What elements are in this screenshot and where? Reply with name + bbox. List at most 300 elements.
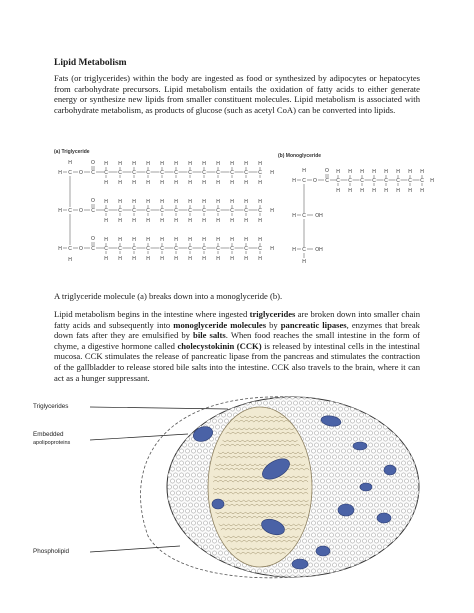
phospholipid-head <box>419 545 423 549</box>
atom-symbol: C <box>420 178 424 184</box>
phospholipid-head <box>314 443 318 447</box>
atom-symbol: C <box>202 246 206 252</box>
phospholipid-head <box>371 449 375 453</box>
phospholipid-head <box>401 533 405 537</box>
phospholipid-head <box>353 437 357 441</box>
phospholipid-head <box>170 419 174 423</box>
atom-symbol: O <box>79 246 83 252</box>
phospholipid-head <box>317 461 321 465</box>
phospholipid-head <box>386 575 390 579</box>
phospholipid-head <box>188 491 192 495</box>
phospholipid-head <box>194 443 198 447</box>
phospholipid-head <box>386 551 390 555</box>
phospholipid-head <box>401 509 405 513</box>
atom-symbol: C <box>174 246 178 252</box>
phospholipid-head <box>278 407 282 411</box>
phospholipid-head <box>356 467 360 471</box>
phospholipid-head <box>188 551 192 555</box>
phospholipid-head <box>422 539 426 543</box>
atom-symbol: C <box>104 170 108 176</box>
phospholipid-head <box>317 401 321 405</box>
phospholipid-head <box>185 509 189 513</box>
phospholipid-head <box>353 569 357 573</box>
phospholipid-head <box>347 425 351 429</box>
label-phospholipid: Phospholipid <box>33 548 70 555</box>
phospholipid-head <box>389 521 393 525</box>
term-cck: cholecystokinin (CCK) <box>177 340 262 351</box>
atom-symbol: O <box>79 170 83 176</box>
phospholipid-head <box>212 431 216 435</box>
phospholipid-head <box>329 557 333 561</box>
phospholipid-head <box>404 539 408 543</box>
phospholipid-head <box>317 413 321 417</box>
atom-symbol: C <box>174 170 178 176</box>
atom-symbol: OH <box>315 213 323 219</box>
phospholipid-head <box>176 407 180 411</box>
atom-symbol: C <box>244 170 248 176</box>
phospholipid-head <box>371 533 375 537</box>
phospholipid-head <box>305 569 309 573</box>
phospholipid-head <box>326 491 330 495</box>
phospholipid-head <box>191 497 195 501</box>
phospholipid-head <box>182 527 186 531</box>
phospholipid-head <box>269 569 273 573</box>
phospholipid-head <box>374 443 378 447</box>
phospholipid-head <box>341 425 345 429</box>
phospholipid-head <box>188 503 192 507</box>
phospholipid-head <box>404 407 408 411</box>
phospholipid-head <box>167 413 171 417</box>
phospholipid-head <box>392 563 396 567</box>
phospholipid-head <box>335 449 339 453</box>
atom-symbol: H <box>202 256 206 262</box>
atom-symbol: H <box>146 161 150 167</box>
phospholipid-head <box>188 395 192 399</box>
phospholipid-head <box>200 503 204 507</box>
phospholipid-head <box>176 563 180 567</box>
phospholipid-head <box>407 473 411 477</box>
phospholipid-head <box>350 575 354 579</box>
phospholipid-head <box>380 431 384 435</box>
atom-symbol: H <box>132 256 136 262</box>
phospholipid-head <box>302 539 306 543</box>
phospholipid-head <box>380 527 384 531</box>
phospholipid-head <box>206 515 210 519</box>
atom-symbol: H <box>174 237 178 243</box>
phospholipid-head <box>326 563 330 567</box>
phospholipid-head <box>392 575 396 579</box>
text-run: . When food reaches the small intestine in the form of chyme, a digestive hormone called <box>54 330 420 351</box>
phospholipid-head <box>344 431 348 435</box>
phospholipid-head <box>353 413 357 417</box>
phospholipid-head <box>308 563 312 567</box>
phospholipid-head <box>389 413 393 417</box>
phospholipid-head <box>320 491 324 495</box>
phospholipid-head <box>320 575 324 579</box>
phospholipid-head <box>377 449 381 453</box>
atom-symbol: H <box>302 259 306 265</box>
phospholipid-head <box>191 545 195 549</box>
phospholipid-head <box>383 449 387 453</box>
phospholipid-head <box>311 473 315 477</box>
atom-symbol: C <box>202 208 206 214</box>
atom-symbol: C <box>230 170 234 176</box>
atom-symbol: H <box>188 161 192 167</box>
phospholipid-head <box>356 479 360 483</box>
phospholipid-head <box>326 443 330 447</box>
phospholipid-head <box>413 569 417 573</box>
phospholipid-head <box>413 437 417 441</box>
phospholipid-head <box>314 455 318 459</box>
phospholipid-head <box>206 563 210 567</box>
phospholipid-head <box>401 545 405 549</box>
phospholipid-head <box>362 467 366 471</box>
phospholipid-head <box>176 551 180 555</box>
phospholipid-head <box>170 503 174 507</box>
atom-symbol: C <box>230 246 234 252</box>
phospholipid-head <box>380 395 384 399</box>
phospholipid-head <box>401 461 405 465</box>
phospholipid-head <box>182 467 186 471</box>
phospholipid-head <box>311 437 315 441</box>
phospholipid-head <box>347 569 351 573</box>
phospholipid-head <box>296 551 300 555</box>
atom-symbol: H <box>160 161 164 167</box>
phospholipid-head <box>173 401 177 405</box>
phospholipid-head <box>179 425 183 429</box>
phospholipid-head <box>272 575 276 579</box>
atom-symbol: C <box>244 246 248 252</box>
phospholipid-head <box>332 395 336 399</box>
phospholipid-head <box>347 545 351 549</box>
phospholipid-head <box>386 491 390 495</box>
phospholipid-head <box>317 437 321 441</box>
phospholipid-head <box>179 437 183 441</box>
apolipoprotein-blob <box>212 499 224 509</box>
phospholipid-head <box>419 449 423 453</box>
phospholipid-head <box>371 461 375 465</box>
phospholipid-head <box>404 455 408 459</box>
phospholipid-head <box>344 443 348 447</box>
atom-symbol: H <box>336 188 340 194</box>
phospholipid-head <box>356 527 360 531</box>
phospholipid-head <box>407 461 411 465</box>
phospholipid-head <box>305 401 309 405</box>
atom-symbol: H <box>360 169 364 175</box>
phospholipid-head <box>350 551 354 555</box>
phospholipid-head <box>395 521 399 525</box>
phospholipid-head <box>389 485 393 489</box>
phospholipid-head <box>338 455 342 459</box>
phospholipid-head <box>362 395 366 399</box>
phospholipid-head <box>326 407 330 411</box>
phospholipid-head <box>284 407 288 411</box>
atom-symbol: H <box>118 218 122 224</box>
phospholipid-head <box>170 431 174 435</box>
phospholipid-head <box>362 575 366 579</box>
phospholipid-head <box>386 431 390 435</box>
phospholipid-head <box>404 419 408 423</box>
phospholipid-head <box>383 533 387 537</box>
phospholipid-head <box>200 479 204 483</box>
phospholipid-head <box>413 533 417 537</box>
phospholipid-head <box>194 539 198 543</box>
phospholipid-head <box>344 467 348 471</box>
phospholipid-head <box>368 551 372 555</box>
phospholipid-head <box>320 479 324 483</box>
phospholipid-head <box>302 551 306 555</box>
phospholipid-head <box>419 401 423 405</box>
phospholipid-head <box>371 401 375 405</box>
phospholipid-head <box>227 557 231 561</box>
phospholipid-head <box>218 563 222 567</box>
phospholipid-head <box>326 431 330 435</box>
atom-symbol: H <box>104 161 108 167</box>
phospholipid-head <box>416 443 420 447</box>
atom-symbol: H <box>244 199 248 205</box>
phospholipid-head <box>221 413 225 417</box>
label-apolipoproteins: apolipoproteins <box>33 440 71 446</box>
leader-line-phospholipid <box>90 546 180 552</box>
phospholipid-head <box>410 431 414 435</box>
phospholipid-head <box>179 533 183 537</box>
phospholipid-head <box>194 551 198 555</box>
phospholipid-head <box>182 419 186 423</box>
phospholipid-head <box>368 491 372 495</box>
atom-symbol: H <box>188 199 192 205</box>
atom-symbol: H <box>230 218 234 224</box>
atom-symbol: C <box>160 246 164 252</box>
phospholipid-head <box>344 539 348 543</box>
phospholipid-head <box>170 443 174 447</box>
phospholipid-head <box>422 551 426 555</box>
phospholipid-head <box>377 545 381 549</box>
phospholipid-head <box>401 473 405 477</box>
phospholipid-head <box>182 539 186 543</box>
phospholipid-head <box>182 551 186 555</box>
atom-symbol: H <box>118 161 122 167</box>
phospholipid-head <box>341 485 345 489</box>
phospholipid-head <box>374 539 378 543</box>
atom-symbol: H <box>348 169 352 175</box>
phospholipid-head <box>200 443 204 447</box>
phospholipid-head <box>185 449 189 453</box>
phospholipid-head <box>176 575 180 579</box>
atom-symbol: H <box>302 168 306 174</box>
phospholipid-head <box>320 443 324 447</box>
phospholipid-head <box>407 533 411 537</box>
phospholipid-head <box>338 527 342 531</box>
phospholipid-head <box>188 407 192 411</box>
phospholipid-head <box>398 467 402 471</box>
phospholipid-head <box>344 575 348 579</box>
phospholipid-head <box>254 575 258 579</box>
phospholipid-head <box>416 539 420 543</box>
phospholipid-head <box>170 395 174 399</box>
phospholipid-head <box>386 539 390 543</box>
phospholipid-head <box>374 575 378 579</box>
phospholipid-head <box>380 575 384 579</box>
atom-symbol: H <box>202 180 206 186</box>
phospholipid-head <box>197 485 201 489</box>
phospholipid-head <box>422 491 426 495</box>
phospholipid-head <box>314 563 318 567</box>
figure-caption: A triglyceride molecule (a) breaks down into a monoglyceride (b). <box>54 291 283 301</box>
phospholipid-head <box>350 515 354 519</box>
phospholipid-head <box>371 497 375 501</box>
phospholipid-head <box>368 563 372 567</box>
phospholipid-head <box>365 509 369 513</box>
phospholipid-head <box>299 401 303 405</box>
phospholipid-head <box>380 563 384 567</box>
phospholipid-head <box>332 563 336 567</box>
atom-symbol: H <box>408 169 412 175</box>
phospholipid-head <box>170 527 174 531</box>
atom-symbol: C <box>348 178 352 184</box>
phospholipid-head <box>293 413 297 417</box>
phospholipid-head <box>197 461 201 465</box>
phospholipid-head <box>338 491 342 495</box>
phospholipid-head <box>392 419 396 423</box>
phospholipid-head <box>176 455 180 459</box>
atom-symbol: H <box>216 256 220 262</box>
phospholipid-head <box>182 515 186 519</box>
phospholipid-head <box>392 443 396 447</box>
phospholipid-head <box>407 425 411 429</box>
phospholipid-head <box>350 539 354 543</box>
phospholipid-head <box>335 497 339 501</box>
atom-symbol: H <box>68 160 72 166</box>
phospholipid-head <box>194 479 198 483</box>
label-embedded: Embedded <box>33 431 64 438</box>
apolipoprotein-blob <box>360 483 372 491</box>
atom-symbol: H <box>160 237 164 243</box>
phospholipid-head <box>227 413 231 417</box>
atom-symbol: C <box>146 170 150 176</box>
phospholipid-head <box>299 413 303 417</box>
phospholipid-head <box>368 395 372 399</box>
phospholipid-head <box>401 485 405 489</box>
phospholipid-head <box>179 521 183 525</box>
atom-symbol: H <box>258 199 262 205</box>
atom-symbol: H <box>396 188 400 194</box>
phospholipid-head <box>170 467 174 471</box>
phospholipid-head <box>287 413 291 417</box>
phospholipid-head <box>392 407 396 411</box>
phospholipid-head <box>308 539 312 543</box>
phospholipid-head <box>392 479 396 483</box>
atom-symbol: C <box>302 213 306 219</box>
atom-symbol: C <box>360 178 364 184</box>
atom-symbol: C <box>325 178 329 184</box>
phospholipid-head <box>398 431 402 435</box>
phospholipid-head <box>341 557 345 561</box>
atom-symbol: C <box>372 178 376 184</box>
atom-symbol: C <box>104 208 108 214</box>
atom-symbol: H <box>258 237 262 243</box>
phospholipid-head <box>317 521 321 525</box>
phospholipid-head <box>407 545 411 549</box>
phospholipid-head <box>203 557 207 561</box>
phospholipid-head <box>347 557 351 561</box>
phospholipid-head <box>416 551 420 555</box>
phospholipid-head <box>386 455 390 459</box>
phospholipid-head <box>302 419 306 423</box>
phospholipid-head <box>419 485 423 489</box>
phospholipid-head <box>401 557 405 561</box>
phospholipid-head <box>392 527 396 531</box>
phospholipid-head <box>218 551 222 555</box>
phospholipid-head <box>332 551 336 555</box>
phospholipid-head <box>356 551 360 555</box>
phospholipid-head <box>395 425 399 429</box>
phospholipid-head <box>410 479 414 483</box>
phospholipid-head <box>314 527 318 531</box>
phospholipid-head <box>365 449 369 453</box>
phospholipid-head <box>332 407 336 411</box>
phospholipid-head <box>344 491 348 495</box>
phospholipid-head <box>410 539 414 543</box>
phospholipid-head <box>422 395 426 399</box>
atom-symbol: H <box>104 180 108 186</box>
phospholipid-head <box>362 515 366 519</box>
phospholipid-head <box>191 557 195 561</box>
phospholipid-head <box>383 437 387 441</box>
phospholipid-head <box>413 401 417 405</box>
phospholipid-head <box>206 395 210 399</box>
phospholipid-head <box>359 497 363 501</box>
phospholipid-head <box>371 569 375 573</box>
phospholipid-head <box>332 503 336 507</box>
phospholipid-head <box>311 569 315 573</box>
phospholipid-head <box>362 491 366 495</box>
phospholipid-head <box>185 461 189 465</box>
phospholipid-head <box>173 485 177 489</box>
phospholipid-head <box>209 413 213 417</box>
phospholipid-head <box>347 485 351 489</box>
phospholipid-head <box>341 521 345 525</box>
phospholipid-head <box>182 407 186 411</box>
phospholipid-head <box>305 533 309 537</box>
phospholipid-head <box>362 551 366 555</box>
phospholipid-head <box>287 401 291 405</box>
phospholipid-head <box>377 437 381 441</box>
phospholipid-head <box>311 449 315 453</box>
phospholipid-head <box>389 437 393 441</box>
phospholipid-head <box>368 467 372 471</box>
atom-symbol: C <box>68 208 72 214</box>
phospholipid-head <box>377 497 381 501</box>
phospholipid-head <box>362 419 366 423</box>
phospholipid-head <box>365 401 369 405</box>
phospholipid-head <box>377 425 381 429</box>
phospholipid-head <box>203 449 207 453</box>
phospholipid-head <box>404 467 408 471</box>
atom-symbol: C <box>118 246 122 252</box>
phospholipid-head <box>167 425 171 429</box>
atom-symbol: H <box>160 199 164 205</box>
phospholipid-head <box>197 545 201 549</box>
phospholipid-head <box>374 407 378 411</box>
phospholipid-head <box>329 485 333 489</box>
atom-symbol: C <box>160 208 164 214</box>
phospholipid-head <box>398 551 402 555</box>
phospholipid-head <box>308 419 312 423</box>
phospholipid-head <box>308 431 312 435</box>
phospholipid-head <box>395 449 399 453</box>
phospholipid-head <box>173 413 177 417</box>
phospholipid-head <box>257 569 261 573</box>
